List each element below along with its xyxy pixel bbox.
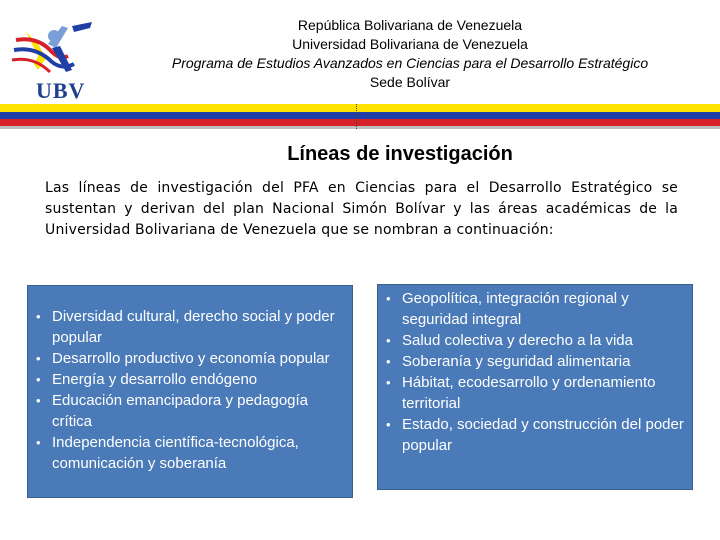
stripe-red [0,119,720,126]
institution-header [100,16,720,92]
stripe-gray [0,126,720,129]
list-item: • Desarrollo productivo y economía popular [28,348,352,369]
header-program: Programa de Estudios Avanzados en Ciencias para el Desarrollo Estratégico [171,55,649,71]
header-university: Universidad Bolivariana de Venezuela [292,36,528,52]
header-country: República Bolivariana de Venezuela [297,17,523,33]
header-campus: Sede Bolívar [369,74,451,90]
stripe-divider [356,104,358,129]
left-lines-box [27,285,353,498]
stripe-blue [0,112,720,119]
intro-paragraph: Las líneas de investigación del PFA en Ciencias para el Desarrollo Estratégico se sustentan y derivan del plan Nacional Simón Bolívar y las áreas académicas de la Universidad Bolivariana de Venezuela que se nombran a continuación: [45,180,678,238]
right-lines-list [378,285,692,456]
list-item: • Estado, sociedad y construcción del poder popular [378,414,692,456]
left-lines-list [28,286,352,474]
list-item: • Soberanía y seguridad alimentaria [378,351,692,372]
page-title: Líneas de investigación [287,143,513,165]
right-lines-box [377,284,693,490]
list-item: • Diversidad cultural, derecho social y poder popular [28,306,352,348]
list-item: • Salud colectiva y derecho a la vida [378,330,692,351]
list-item: • Educación emancipadora y pedagogía crítica [28,390,352,432]
list-item: • Hábitat, ecodesarrollo y ordenamiento territorial [378,372,692,414]
list-item: • Energía y desarrollo endógeno [28,369,352,390]
ubv-logo [8,18,98,108]
flag-stripes [0,104,720,129]
stripe-yellow [0,104,720,112]
list-item: • Independencia científica-tecnológica, comunicación y soberanía [28,432,352,474]
list-item: • Geopolítica, integración regional y seguridad integral [378,288,692,330]
ubv-logo-text: UBV [36,78,86,103]
